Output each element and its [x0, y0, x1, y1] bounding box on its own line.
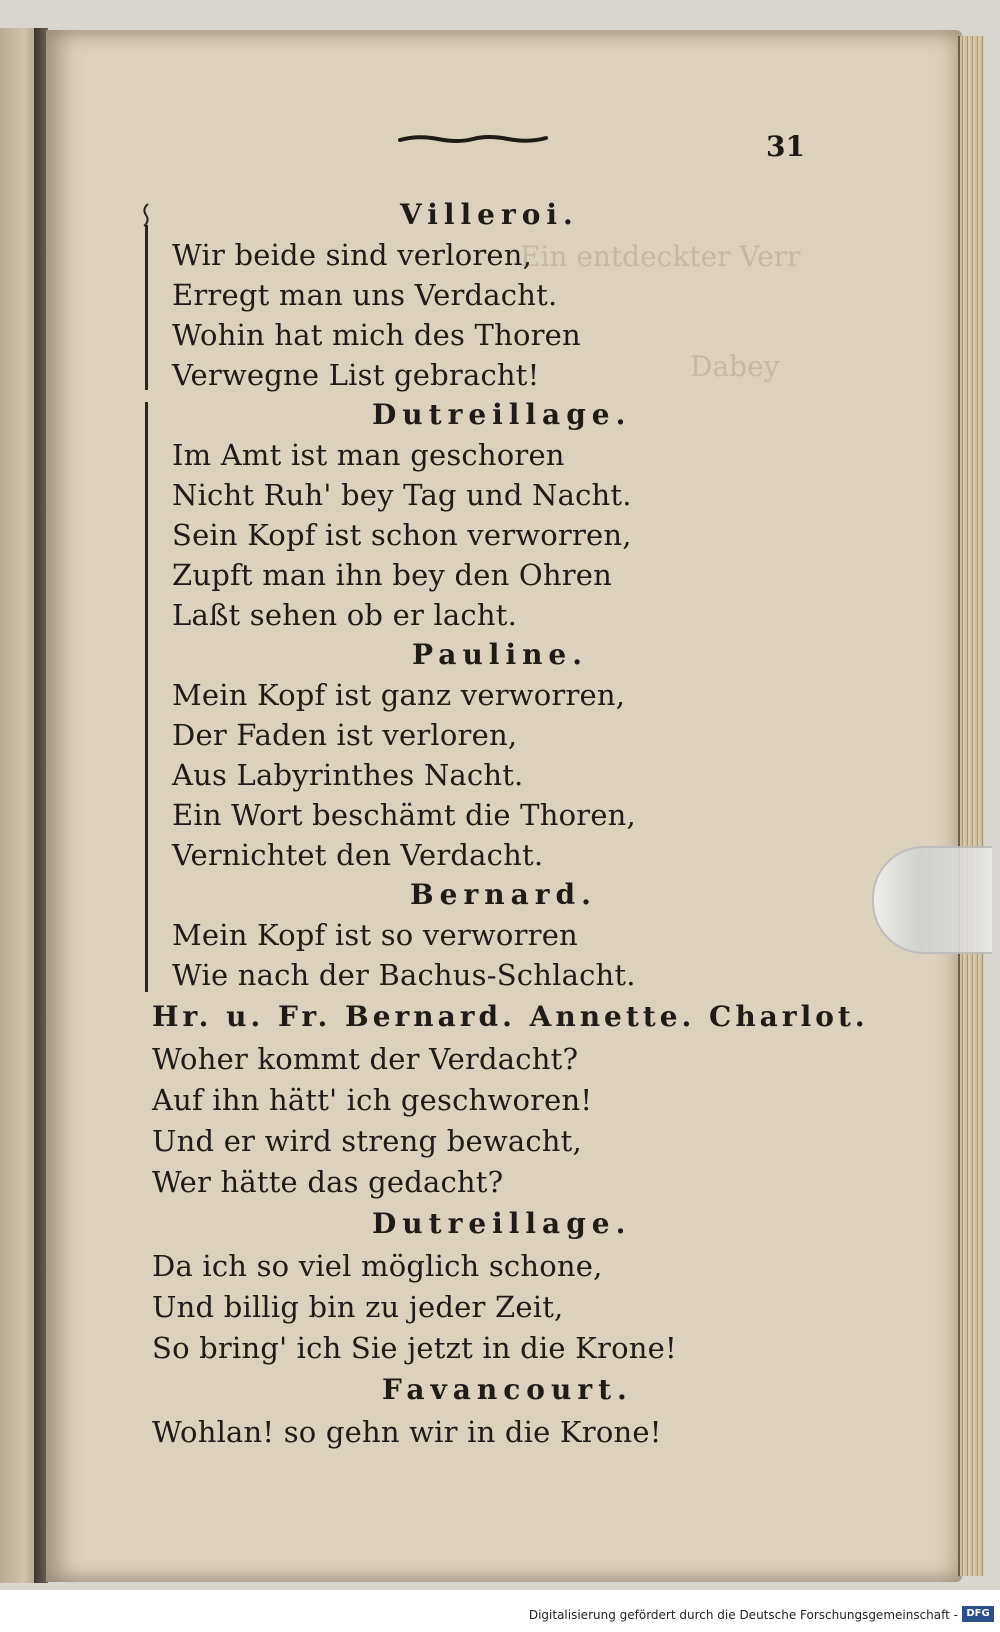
verse-line: Wir beide sind verloren,: [172, 238, 533, 272]
speaker-name: Dutreillage.: [372, 1207, 632, 1240]
funding-credit: Digitalisierung gefördert durch die Deutsche Forschungsgemeinschaft -: [528, 1608, 958, 1622]
verse-line: Wohlan! so gehn wir in die Krone!: [152, 1415, 662, 1449]
page-number: 31: [766, 130, 805, 163]
verse-line: So bring' ich Sie jetzt in die Krone!: [152, 1331, 677, 1365]
verse-line: Wie nach der Bachus-Schlacht.: [172, 958, 636, 992]
dfg-logo: DFG: [962, 1606, 994, 1622]
brace-hook: [140, 203, 150, 227]
verse-line: Der Faden ist verloren,: [172, 718, 518, 752]
verse-line: Zupft man ihn bey den Ohren: [172, 558, 613, 592]
speaker-name: Hr. u. Fr. Bernard. Annette. Charlot.: [152, 1000, 869, 1033]
bleed-through-text: Ein entdeckter Verr: [520, 240, 801, 273]
page-stack-edge: [958, 36, 984, 1576]
verse-line: Nicht Ruh' bey Tag und Nacht.: [172, 478, 632, 512]
verse-line: Verwegne List gebracht!: [172, 358, 540, 392]
verse-line: Vernichtet den Verdacht.: [172, 838, 544, 872]
verse-line: Und billig bin zu jeder Zeit,: [152, 1290, 564, 1324]
verse-line: Mein Kopf ist so verworren: [172, 918, 578, 952]
page-clip: [872, 846, 992, 954]
brace-ensemble: [145, 402, 148, 992]
verse-line: Woher kommt der Verdacht?: [152, 1042, 579, 1076]
bleed-through-text: Dabey: [690, 350, 780, 383]
verse-line: Ein Wort beschämt die Thoren,: [172, 798, 636, 832]
verse-line: Und er wird streng bewacht,: [152, 1124, 582, 1158]
verse-line: Wohin hat mich des Thoren: [172, 318, 581, 352]
speaker-name: Villeroi.: [400, 198, 579, 231]
verse-line: Laßt sehen ob er lacht.: [172, 598, 518, 632]
verse-line: Erregt man uns Verdacht.: [172, 278, 558, 312]
header-ornament: [398, 134, 548, 144]
verse-line: Auf ihn hätt' ich geschworen!: [152, 1083, 593, 1117]
verse-line: Sein Kopf ist schon verworren,: [172, 518, 632, 552]
speaker-name: Bernard.: [410, 878, 597, 911]
speaker-name: Favancourt.: [382, 1373, 633, 1406]
speaker-name: Pauline.: [412, 638, 588, 671]
brace-villeroi: [145, 225, 148, 390]
verse-line: Im Amt ist man geschoren: [172, 438, 565, 472]
verse-line: Wer hätte das gedacht?: [152, 1165, 504, 1199]
verse-line: Da ich so viel möglich schone,: [152, 1249, 603, 1283]
verse-line: Mein Kopf ist ganz verworren,: [172, 678, 626, 712]
speaker-name: Dutreillage.: [372, 398, 632, 431]
verse-line: Aus Labyrinthes Nacht.: [172, 758, 524, 792]
